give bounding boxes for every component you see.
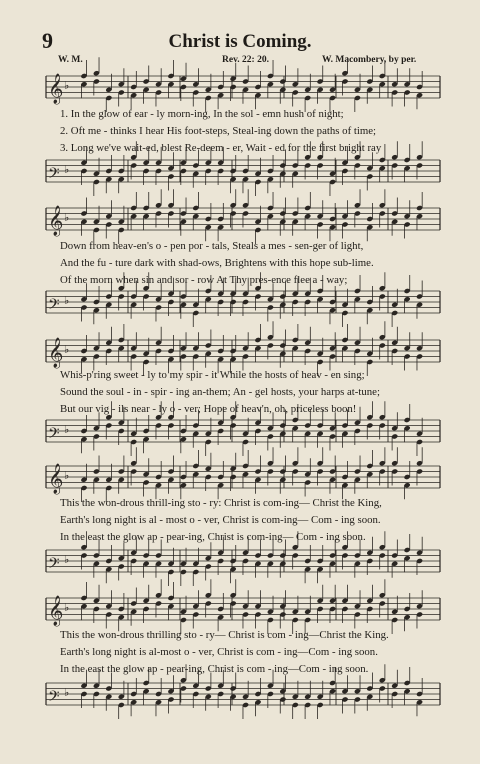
lyric-line: In the east the glow ap - pear-ing, Christ is com-ing— Com - ing soon. bbox=[60, 531, 366, 543]
treble-staff-3 bbox=[0, 332, 480, 372]
hymn-title: Christ is Coming. bbox=[168, 31, 312, 52]
svg-text:𝄞: 𝄞 bbox=[48, 74, 64, 104]
svg-text:♭: ♭ bbox=[64, 79, 70, 92]
lyric-line: This the won-drous thrill-ing sto - ry: Christ is com-ing— Christ the King, bbox=[60, 497, 382, 509]
treble-staff-1 bbox=[0, 68, 480, 108]
svg-text:𝄢: 𝄢 bbox=[48, 296, 60, 317]
author-credit: W. M. bbox=[58, 55, 83, 65]
svg-text:𝄢: 𝄢 bbox=[48, 425, 60, 446]
lyric-line: Earth's long night is al-most o - ver, Christ is com - ing—Com - ing soon. bbox=[60, 646, 378, 658]
bass-staff-2 bbox=[0, 283, 480, 323]
lyric-line: In the east the glow ap - pear-ing, Christ is com - ing—Com - ing soon. bbox=[60, 663, 369, 675]
lyric-line: Down from heav-en's o - pen por - tals, Steals a mes - sen-ger of light, bbox=[60, 240, 364, 252]
svg-text:𝄞: 𝄞 bbox=[48, 206, 64, 236]
lyrics-system-5 bbox=[60, 627, 440, 678]
svg-text:♭: ♭ bbox=[64, 423, 70, 436]
lyric-line: Whis-p'ring sweet - ly to my spir - it While the hosts of heav - en sing; bbox=[60, 369, 365, 381]
lyric-line: Of the morn when sin and sor - row At Thy pres-ence flee a - way; bbox=[60, 274, 348, 286]
svg-text:♭: ♭ bbox=[64, 553, 70, 566]
lyrics-system-4 bbox=[60, 495, 440, 546]
svg-text:♭: ♭ bbox=[64, 343, 70, 356]
svg-text:𝄢: 𝄢 bbox=[48, 555, 60, 576]
svg-text:𝄞: 𝄞 bbox=[48, 338, 64, 368]
lyric-line: Earth's long night is al - most o - ver, Christ is com-ing— Com - ing soon. bbox=[60, 514, 381, 526]
lyric-line: And the fu - ture dark with shad-ows, Brightens with this hope sub-lime. bbox=[60, 257, 374, 269]
hymn-number: 9 bbox=[42, 28, 53, 53]
lyric-line: This the won-drous thrilling sto - ry— Christ is com - ing—Christ the King. bbox=[60, 629, 389, 641]
scripture-reference: Rev. 22: 20. bbox=[222, 55, 269, 65]
svg-text:♭: ♭ bbox=[64, 601, 70, 614]
lyrics-system-2 bbox=[60, 238, 440, 289]
svg-text:♭: ♭ bbox=[64, 469, 70, 482]
treble-staff-4 bbox=[0, 458, 480, 498]
treble-staff-5 bbox=[0, 590, 480, 630]
svg-text:♭: ♭ bbox=[64, 163, 70, 176]
svg-text:𝄞: 𝄞 bbox=[48, 596, 64, 626]
composer-credit: W. Macombery, by per. bbox=[322, 55, 417, 65]
svg-text:𝄞: 𝄞 bbox=[48, 464, 64, 494]
lyrics-system-1 bbox=[60, 106, 440, 157]
bass-staff-4 bbox=[0, 542, 480, 582]
lyric-line: Sound the soul - in - spir - ing an-them; An - gel hosts, your harps at-tune; bbox=[60, 386, 380, 398]
bass-staff-1 bbox=[0, 152, 480, 192]
svg-text:𝄢: 𝄢 bbox=[48, 688, 60, 709]
lyric-line: 2. Oft me - thinks I hear His foot-steps, Steal-ing down the paths of time; bbox=[60, 125, 377, 137]
svg-text:𝄢: 𝄢 bbox=[48, 165, 60, 186]
svg-text:♭: ♭ bbox=[64, 686, 70, 699]
bass-staff-3 bbox=[0, 412, 480, 452]
lyric-line: But our vig - ils near - ly o - ver; Hope of heav'n, oh, priceless boon! bbox=[60, 403, 357, 415]
svg-text:♭: ♭ bbox=[64, 294, 70, 307]
lyrics-system-3 bbox=[60, 367, 440, 418]
treble-staff-2 bbox=[0, 200, 480, 240]
bass-staff-5 bbox=[0, 675, 480, 715]
svg-text:♭: ♭ bbox=[64, 211, 70, 224]
lyric-line: 1. In the glow of ear - ly morn-ing, In the sol - emn hush of night; bbox=[60, 108, 344, 120]
lyric-line: 3. Long we've wait-ed, blest Re-deem - er, Wait - ed for the first bright ray bbox=[60, 142, 382, 154]
